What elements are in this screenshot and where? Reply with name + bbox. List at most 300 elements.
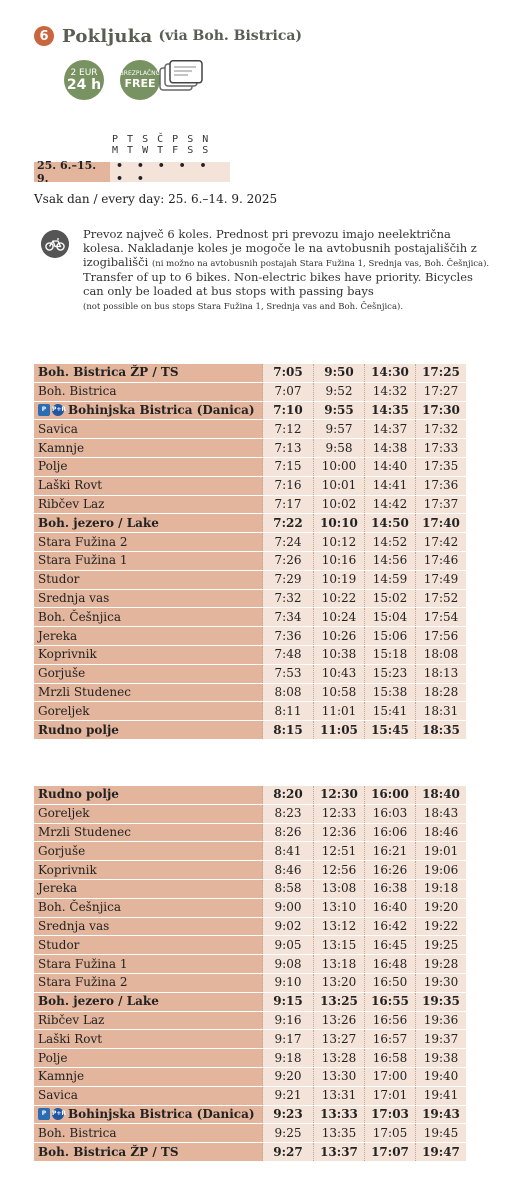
timetable-row (34, 645, 466, 664)
free-badge (120, 60, 160, 100)
departure-time: 18:43 (416, 804, 467, 823)
timetable-row (34, 898, 466, 917)
departure-time: 19:40 (416, 1067, 467, 1086)
departure-time: 9:57 (314, 420, 365, 439)
timetable-row (34, 1011, 466, 1030)
departure-time: 15:02 (365, 589, 416, 608)
timetable-row (34, 804, 466, 823)
departure-time: 13:20 (314, 973, 365, 992)
stop-name: Stara Fužina 1 (38, 553, 128, 568)
stop-name-cell (34, 645, 263, 664)
departure-time: 19:36 (416, 1011, 467, 1030)
timetable-return (34, 786, 466, 1162)
departure-time: 9:00 (263, 898, 314, 917)
stop-name-cell (34, 570, 263, 589)
departure-time: 9:52 (314, 382, 365, 401)
departure-time: 16:38 (365, 879, 416, 898)
departure-time: 7:22 (263, 514, 314, 533)
stop-name: Kamnje (38, 1069, 85, 1084)
departure-time: 17:33 (416, 439, 467, 458)
parking-icons (38, 1106, 67, 1123)
departure-time: 7:24 (263, 533, 314, 552)
departure-time: 18:13 (416, 664, 467, 683)
departure-time: 13:12 (314, 917, 365, 936)
stop-name: Gorjuše (38, 843, 86, 858)
bike-info-sl: Prevoz največ 6 koles. Prednost pri prevozu imajo neelektrična kolesa. Nakladanje koles je mogoče le na avtobusnih postajališčih z izogibališči (83, 227, 477, 269)
stop-name: Boh. Češnjica (38, 900, 122, 915)
departure-time: 7:10 (263, 401, 314, 420)
departure-time: 15:04 (365, 608, 416, 627)
stop-name: Laški Rovt (38, 1031, 103, 1046)
departure-time: 8:41 (263, 842, 314, 861)
timetable-row (34, 570, 466, 589)
departure-time: 13:30 (314, 1067, 365, 1086)
bike-transport-info (83, 227, 493, 313)
departure-time: 19:25 (416, 936, 467, 955)
timetable-row (34, 1067, 466, 1086)
departure-time: 14:52 (365, 533, 416, 552)
stop-name-cell (34, 823, 263, 842)
stop-name: Laški Rovt (38, 478, 103, 493)
departure-time: 16:56 (365, 1011, 416, 1030)
stop-name-cell (34, 721, 263, 740)
stop-name-cell (34, 439, 263, 458)
departure-time: 16:57 (365, 1030, 416, 1049)
departure-time: 11:01 (314, 702, 365, 721)
departure-time: 16:48 (365, 955, 416, 974)
stop-name: Jereka (38, 881, 78, 896)
route-subtitle: (via Boh. Bistrica) (158, 28, 303, 44)
stop-name-cell (34, 879, 263, 898)
stop-name-cell (34, 495, 263, 514)
departure-time: 19:30 (416, 973, 467, 992)
timetable-row (34, 879, 466, 898)
departure-time: 14:59 (365, 570, 416, 589)
departure-time: 16:06 (365, 823, 416, 842)
departure-time: 19:18 (416, 879, 467, 898)
departure-time: 17:01 (365, 1086, 416, 1105)
operating-days-dots: • • • • • • • (110, 162, 230, 182)
free-bottom-label: FREE (124, 77, 156, 90)
stop-name: Boh. jezero / Lake (38, 994, 159, 1009)
departure-time: 16:26 (365, 861, 416, 880)
departure-time: 10:43 (314, 664, 365, 683)
stop-name-cell (34, 664, 263, 683)
departure-time: 14:30 (365, 364, 416, 382)
departure-time: 14:40 (365, 457, 416, 476)
stop-name: Jereka (38, 628, 78, 643)
departure-time: 13:27 (314, 1030, 365, 1049)
timetable-row (34, 861, 466, 880)
departure-time: 17:52 (416, 589, 467, 608)
departure-time: 17:32 (416, 420, 467, 439)
stop-name-cell (34, 898, 263, 917)
departure-time: 7:26 (263, 551, 314, 570)
timetable-row (34, 476, 466, 495)
stop-name: Boh. Bistrica (38, 1125, 117, 1140)
departure-time: 12:56 (314, 861, 365, 880)
departure-time: 19:38 (416, 1049, 467, 1068)
stop-name: Polje (38, 459, 68, 474)
departure-time: 9:23 (263, 1105, 314, 1124)
stop-name-cell (34, 608, 263, 627)
departure-time: 12:33 (314, 804, 365, 823)
departure-time: 17:54 (416, 608, 467, 627)
departure-time: 14:37 (365, 420, 416, 439)
departure-time: 9:10 (263, 973, 314, 992)
stop-name-cell (34, 589, 263, 608)
stop-name-cell (34, 533, 263, 552)
ticket-price-badge (64, 60, 104, 100)
departure-time: 16:58 (365, 1049, 416, 1068)
departure-time: 18:35 (416, 721, 467, 740)
departure-time: 18:40 (416, 786, 467, 804)
departure-time: 17:00 (365, 1067, 416, 1086)
stop-name-cell (34, 861, 263, 880)
departure-time: 13:10 (314, 898, 365, 917)
departure-time: 17:05 (365, 1124, 416, 1143)
stop-name: Mrzli Studenec (38, 824, 131, 839)
timetable-row (34, 608, 466, 627)
stop-name: Stara Fužina 2 (38, 975, 128, 990)
departure-time: 7:05 (263, 364, 314, 382)
departure-time: 17:07 (365, 1143, 416, 1162)
departure-time: 17:56 (416, 627, 467, 646)
stop-name: Studor (38, 937, 80, 952)
stop-name: Ribčev Laz (38, 1012, 105, 1027)
stop-name: Ribčev Laz (38, 496, 105, 511)
timetable-row (34, 683, 466, 702)
timetable-row (34, 364, 466, 382)
departure-time: 9:16 (263, 1011, 314, 1030)
departure-time: 17:03 (365, 1105, 416, 1124)
timetable-row (34, 917, 466, 936)
stop-name-cell (34, 1049, 263, 1068)
timetable-row (34, 936, 466, 955)
departure-time: 15:23 (365, 664, 416, 683)
stop-name-cell (34, 627, 263, 646)
weekday-slovenian: P T S Č P S N (112, 134, 210, 145)
stop-name-cell (34, 514, 263, 533)
stop-name-cell (34, 382, 263, 401)
departure-time: 9:08 (263, 955, 314, 974)
departure-time: 7:36 (263, 627, 314, 646)
stop-name: Boh. Bistrica ŽP / TS (38, 1144, 179, 1159)
departure-time: 9:25 (263, 1124, 314, 1143)
departure-time: 8:20 (263, 786, 314, 804)
departure-time: 7:32 (263, 589, 314, 608)
departure-time: 12:51 (314, 842, 365, 861)
bike-note-sl: (ni možno na avtobusnih postajah Stara Fužina 1, Srednja vas, Boh. Češnjica). (151, 259, 490, 269)
departure-time: 9:17 (263, 1030, 314, 1049)
departure-time: 8:26 (263, 823, 314, 842)
stop-name-cell (34, 683, 263, 702)
timetable-row (34, 1086, 466, 1105)
parking-icon: P (38, 1108, 50, 1120)
stop-name-cell (34, 1124, 263, 1143)
timetable-row (34, 786, 466, 804)
departure-time: 19:37 (416, 1030, 467, 1049)
departure-time: 14:50 (365, 514, 416, 533)
stop-name: Mrzli Studenec (38, 684, 131, 699)
timetable-row (34, 1105, 466, 1124)
stop-name: Savica (38, 421, 78, 436)
ticket-duration: 24 h (66, 77, 102, 93)
stop-name-cell (34, 1086, 263, 1105)
departure-time: 7:15 (263, 457, 314, 476)
stop-name-cell (34, 1011, 263, 1030)
departure-time: 19:47 (416, 1143, 467, 1162)
stop-name: Boh. jezero / Lake (38, 515, 159, 530)
departure-time: 7:48 (263, 645, 314, 664)
departure-time: 10:02 (314, 495, 365, 514)
departure-time: 9:20 (263, 1067, 314, 1086)
departure-time: 16:42 (365, 917, 416, 936)
stop-name: Srednja vas (38, 590, 110, 605)
stop-name-cell (34, 364, 263, 382)
departure-time: 10:19 (314, 570, 365, 589)
departure-time: 13:18 (314, 955, 365, 974)
departure-time: 9:02 (263, 917, 314, 936)
timetable-row (34, 551, 466, 570)
departure-time: 8:15 (263, 721, 314, 740)
weekday-english: M T W T F S S (112, 145, 210, 156)
stop-name: Bohinjska Bistrica (Danica) (68, 1106, 255, 1121)
timetable-row (34, 514, 466, 533)
bicycle-icon (41, 230, 69, 258)
departure-time: 13:08 (314, 879, 365, 898)
bike-info-en: Transfer of up to 6 bikes. Non-electric bikes have priority. Bicycles can only be loaded at bus stops with passing bays (83, 270, 473, 298)
timetable-row (34, 973, 466, 992)
ticket-price: 2 EUR (70, 68, 98, 78)
timetable-row (34, 533, 466, 552)
departure-time: 18:31 (416, 702, 467, 721)
departure-time: 19:22 (416, 917, 467, 936)
stop-name-cell (34, 1067, 263, 1086)
timetable-row (34, 495, 466, 514)
timetable-row (34, 664, 466, 683)
departure-time: 17:35 (416, 457, 467, 476)
departure-time: 15:41 (365, 702, 416, 721)
departure-time: 9:18 (263, 1049, 314, 1068)
departure-time: 14:41 (365, 476, 416, 495)
departure-time: 9:55 (314, 401, 365, 420)
departure-time: 13:15 (314, 936, 365, 955)
stop-name: Boh. Češnjica (38, 609, 122, 624)
departure-time: 19:01 (416, 842, 467, 861)
departure-time: 9:50 (314, 364, 365, 382)
stop-name-cell (34, 804, 263, 823)
departure-time: 16:45 (365, 936, 416, 955)
timetable-row (34, 721, 466, 740)
stop-name-cell (34, 1030, 263, 1049)
stop-name: Polje (38, 1050, 68, 1065)
stop-name-cell (34, 457, 263, 476)
departure-time: 10:26 (314, 627, 365, 646)
every-day-note: Vsak dan / every day: 25. 6.–14. 9. 2025 (34, 192, 278, 206)
departure-time: 16:50 (365, 973, 416, 992)
departure-time: 15:06 (365, 627, 416, 646)
departure-time: 10:24 (314, 608, 365, 627)
stop-name-cell (34, 936, 263, 955)
validity-period-bar (34, 159, 230, 185)
parking-icons (38, 402, 67, 419)
departure-time: 7:17 (263, 495, 314, 514)
departure-time: 8:11 (263, 702, 314, 721)
timetable-row (34, 457, 466, 476)
timetable-row (34, 439, 466, 458)
stop-name-cell (34, 917, 263, 936)
stop-name: Srednja vas (38, 918, 110, 933)
guest-cards-icon (158, 60, 204, 100)
departure-time: 7:12 (263, 420, 314, 439)
stop-name: Stara Fužina 2 (38, 534, 128, 549)
departure-time: 16:40 (365, 898, 416, 917)
departure-time: 7:16 (263, 476, 314, 495)
departure-time: 8:23 (263, 804, 314, 823)
departure-time: 12:36 (314, 823, 365, 842)
departure-time: 16:55 (365, 992, 416, 1011)
departure-time: 11:05 (314, 721, 365, 740)
departure-time: 9:21 (263, 1086, 314, 1105)
departure-time: 7:53 (263, 664, 314, 683)
departure-time: 18:08 (416, 645, 467, 664)
route-title: Pokljuka (62, 25, 153, 47)
departure-time: 17:30 (416, 401, 467, 420)
departure-time: 17:46 (416, 551, 467, 570)
stop-name: Kamnje (38, 440, 85, 455)
stop-name-cell (34, 551, 263, 570)
departure-time: 9:05 (263, 936, 314, 955)
departure-time: 13:33 (314, 1105, 365, 1124)
timetable-row (34, 420, 466, 439)
departure-time: 15:38 (365, 683, 416, 702)
stop-name-cell (34, 992, 263, 1011)
departure-time: 13:31 (314, 1086, 365, 1105)
stop-name: Goreljek (38, 703, 90, 718)
stop-name: Studor (38, 572, 80, 587)
timetable-outbound (34, 364, 466, 740)
departure-time: 17:36 (416, 476, 467, 495)
route-number-badge: 6 (34, 26, 54, 46)
stop-name-cell (34, 973, 263, 992)
weekday-header (112, 134, 210, 156)
departure-time: 7:07 (263, 382, 314, 401)
departure-time: 19:41 (416, 1086, 467, 1105)
departure-time: 18:28 (416, 683, 467, 702)
timetable-row (34, 382, 466, 401)
timetable-row (34, 589, 466, 608)
timetable-row (34, 1124, 466, 1143)
departure-time: 9:15 (263, 992, 314, 1011)
departure-time: 17:27 (416, 382, 467, 401)
free-top-label: BREZPLAČNO (119, 70, 161, 77)
timetable-row (34, 955, 466, 974)
departure-time: 13:37 (314, 1143, 365, 1162)
departure-time: 14:56 (365, 551, 416, 570)
departure-time: 19:43 (416, 1105, 467, 1124)
departure-time: 13:25 (314, 992, 365, 1011)
stop-name: Rudno polje (38, 722, 119, 737)
departure-time: 16:03 (365, 804, 416, 823)
departure-time: 18:46 (416, 823, 467, 842)
departure-time: 7:34 (263, 608, 314, 627)
departure-time: 10:10 (314, 514, 365, 533)
timetable-row (34, 401, 466, 420)
departure-time: 10:22 (314, 589, 365, 608)
departure-time: 7:13 (263, 439, 314, 458)
departure-time: 16:00 (365, 786, 416, 804)
departure-time: 19:06 (416, 861, 467, 880)
period-label: 25. 6.–15. 9. (34, 162, 110, 182)
departure-time: 17:40 (416, 514, 467, 533)
bike-note-en: (not possible on bus stops Stara Fužina 1, Srednja vas and Boh. Češnjica). (83, 302, 404, 312)
departure-time: 19:35 (416, 992, 467, 1011)
route-header (34, 22, 302, 50)
departure-time: 14:42 (365, 495, 416, 514)
stop-name-cell (34, 702, 263, 721)
departure-time: 9:27 (263, 1143, 314, 1162)
stop-name-cell (34, 1105, 263, 1124)
stop-name: Koprivnik (38, 647, 97, 662)
departure-time: 10:12 (314, 533, 365, 552)
departure-time: 16:21 (365, 842, 416, 861)
timetable-row (34, 702, 466, 721)
departure-time: 7:29 (263, 570, 314, 589)
departure-time: 12:30 (314, 786, 365, 804)
departure-time: 13:26 (314, 1011, 365, 1030)
stop-name: Boh. Bistrica (38, 384, 117, 399)
stop-name: Koprivnik (38, 862, 97, 877)
stop-name-cell (34, 476, 263, 495)
departure-time: 17:37 (416, 495, 467, 514)
departure-time: 13:35 (314, 1124, 365, 1143)
departure-time: 9:58 (314, 439, 365, 458)
departure-time: 10:58 (314, 683, 365, 702)
departure-time: 13:28 (314, 1049, 365, 1068)
departure-time: 19:28 (416, 955, 467, 974)
stop-name: Rudno polje (38, 787, 119, 802)
timetable-row (34, 842, 466, 861)
timetable-row (34, 1049, 466, 1068)
stop-name-cell (34, 955, 263, 974)
departure-time: 17:42 (416, 533, 467, 552)
departure-time: 10:16 (314, 551, 365, 570)
departure-time: 19:45 (416, 1124, 467, 1143)
departure-time: 15:18 (365, 645, 416, 664)
departure-time: 10:01 (314, 476, 365, 495)
departure-time: 17:25 (416, 364, 467, 382)
stop-name: Bohinjska Bistrica (Danica) (68, 402, 255, 417)
departure-time: 19:20 (416, 898, 467, 917)
departure-time: 14:32 (365, 382, 416, 401)
parking-icon: P (38, 404, 50, 416)
timetable-row (34, 1030, 466, 1049)
departure-time: 10:38 (314, 645, 365, 664)
stop-name-cell (34, 401, 263, 420)
stop-name: Boh. Bistrica ŽP / TS (38, 365, 179, 380)
timetable-row (34, 1143, 466, 1162)
stop-name: Gorjuše (38, 666, 86, 681)
stop-name-cell (34, 842, 263, 861)
stop-name: Goreljek (38, 806, 90, 821)
stop-name: Savica (38, 1088, 78, 1103)
stop-name: Stara Fužina 1 (38, 956, 128, 971)
departure-time: 8:46 (263, 861, 314, 880)
departure-time: 8:08 (263, 683, 314, 702)
departure-time: 10:00 (314, 457, 365, 476)
departure-time: 15:45 (365, 721, 416, 740)
